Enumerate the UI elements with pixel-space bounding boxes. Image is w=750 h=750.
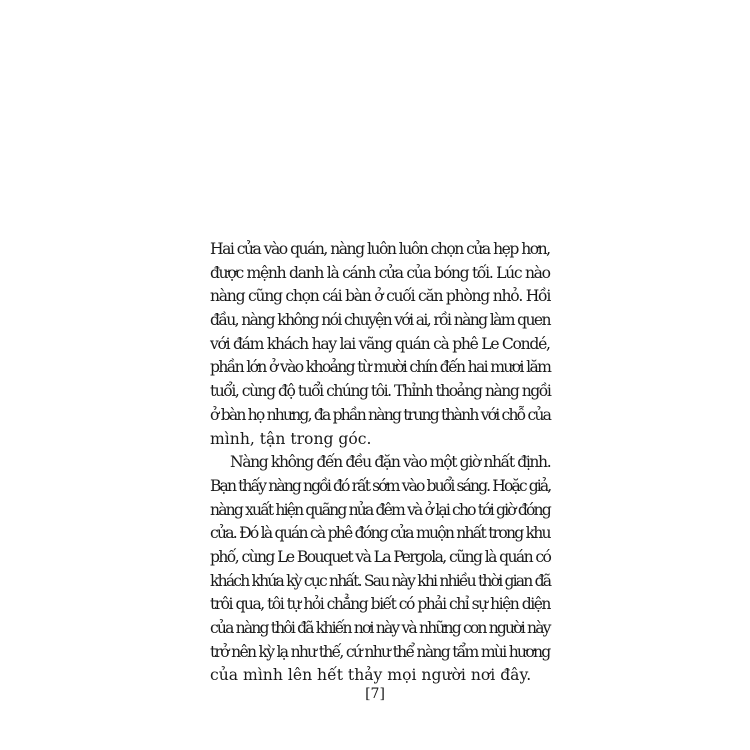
text-line: mình, tận trong góc. — [210, 429, 372, 448]
body-text — [210, 238, 550, 688]
text-line: phần lớn ở vào khoảng từ mười chín đến hai mươi lăm — [210, 358, 551, 377]
text-line: Hai cửa vào quán, nàng luôn luôn chọn cửa hẹp hơn, — [210, 240, 550, 258]
text-line: ở bàn họ nhưng, đa phần nàng trung thành với chỗ của — [210, 405, 551, 424]
text-line: trôi qua, tôi tự hỏi chẳng biết có phải chỉ sự hiện diện — [210, 595, 550, 614]
text-line: tuổi, cùng độ tuổi chúng tôi. Thỉnh thoảng nàng ngồi — [210, 382, 551, 401]
text-line: nàng xuất hiện quãng nửa đêm và ở lại cho tới giờ đóng — [210, 500, 550, 519]
text-line-indented: Nàng không đến đều đặn vào một giờ nhất định. — [230, 453, 551, 472]
paragraph-1 — [210, 238, 550, 451]
text-line: của nàng thôi đã khiến nơi này và những con người này — [210, 619, 550, 637]
text-line: nàng cũng chọn cái bàn ở cuối căn phòng nhỏ. Hồi — [210, 287, 551, 306]
text-line: phố, cùng Le Bouquet và La Pergola, cũng là quán có — [210, 547, 551, 566]
text-line: Bạn thấy nàng ngồi đó rất sớm vào buổi sáng. Hoặc giả, — [210, 476, 551, 495]
text-line: cửa. Đó là quán cà phê đóng cửa muộn nhất trong khu — [210, 524, 550, 543]
text-line: đầu, nàng không nói chuyện với ai, rồi nàng làm quen — [210, 311, 550, 330]
text-line: của mình lên hết thảy mọi người nơi đây. — [210, 666, 532, 685]
text-line: khách khứa kỳ cục nhất. Sau này khi nhiều thời gian đã — [210, 571, 551, 590]
paragraph-2 — [210, 451, 550, 688]
page-number: [7] — [365, 686, 385, 702]
text-line: với đám khách hay lai vãng quán cà phê Le Condé, — [210, 334, 550, 353]
text-line: được mệnh danh là cánh cửa của bóng tối. Lúc nào — [210, 263, 550, 282]
text-line: trở nên kỳ lạ như thế, cứ như thể nàng tẩm mùi hương — [210, 642, 550, 661]
